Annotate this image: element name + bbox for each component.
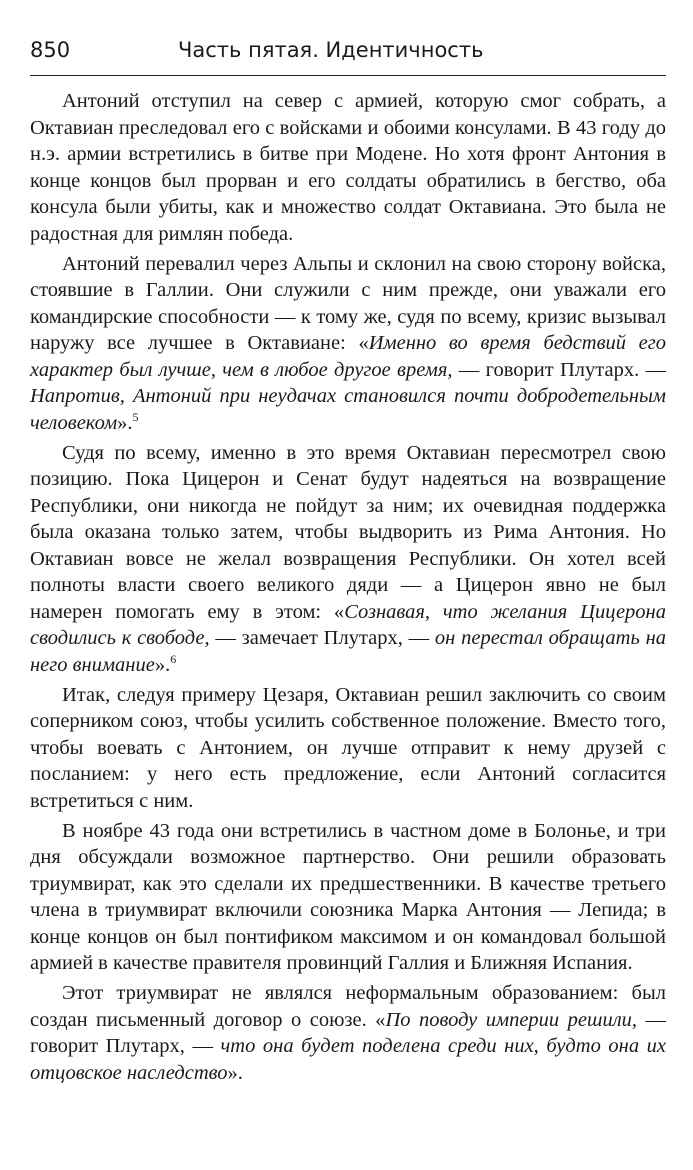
paragraph-2 [30,251,666,437]
page-number: 850 [30,38,71,62]
paragraph-1 [30,88,666,247]
page-header [30,30,666,74]
paragraph-text: Этот триумвират не являлся неформальным образованием: был создан письменный договор о союзе. « [30,982,666,1031]
paragraph-text: Антоний перевалил через Альпы и склонил на свою сторону войска, стоявшие в Галлии. Они служили с ним прежде, они уважали его командирские способности — к тому же, судя по всему, кризис вызывал наружу все лучшее в Октавиане: « [30,252,666,354]
paragraph-text: — говорит Плутарх. — [452,358,666,381]
footnote-marker: 6 [170,651,177,666]
quote-text: Напротив, Антоний при неудачах становился почти добродетельным человеком [30,385,666,434]
running-title: Часть пятая. Идентичность [178,38,484,62]
quote-text: он перестал обращать на него внимание [30,627,666,676]
body-text [30,88,666,1090]
paragraph-text: — замечает Плутарх, — [209,627,435,649]
quote-text: Именно во время бедствий его характер был лучше, чем в любое другое время, [30,332,667,381]
paragraph-3 [30,440,666,679]
paragraph-text: В ноябре 43 года они встретились в частном доме в Болонье, и три дня обсуждали возможное партнерство. Они решили образовать триумвират, как это сделали их предшественники. В качестве третьего члена в триумвират включили союзника Марка Антония — Лепида; в конце концов он был понтификом максимом и он командовал большой армией в качестве правителя провинций Галлия и Ближняя Испания. [30,819,666,974]
paragraph-text: Судя по всему, именно в это время Октавиан пересмотрел свою позицию. Пока Цицерон и Сенат будут надеяться на возвращение Республики, они никогда не пойдут за ним; их очевидная поддержка была оказана только затем, чтобы выдворить из Рима Антония. Но Октавиан вовсе не желал возвращения Республики. Он хотел всей полноты власти своего великого дяди — а Цицерон явно не был намерен помогать ему в этом: « [30,441,666,623]
paragraph-4 [30,682,666,815]
quote-text: Сознавая, что желания Цицерона сводились к свободе, [30,600,666,649]
paragraph-text: — говорит Плутарх, — [30,1008,667,1057]
header-rule [30,75,666,76]
paragraph-text: Итак, следуя примеру Цезаря, Октавиан решил заключить со своим соперником союз, чтобы усилить собственное положение. Вместо того, чтобы воевать с Антонием, он лучше отправит к нему друзей с посланием: у него есть предложение, если Антоний согласится встретиться с ним. [30,683,666,812]
paragraph-text: Антоний отступил на север с армией, которую смог собрать, а Октавиан преследовал его с войсками и обоими консулами. В 43 году до н.э. армии встретились в битве при Модене. Но хотя фронт Антония в конце концов был прорван и его солдаты обратились в бегство, оба консула были убиты, как и множество солдат Октавиана. Это была не радостная для римлян победа. [30,90,666,245]
paragraph-text: ». [227,1061,243,1084]
paragraph-text: ». [117,411,133,434]
paragraph-6 [30,980,666,1086]
quote-text: что она будет поделена среди них, будто она их отцовское наследство [30,1035,666,1084]
quote-text: По поводу империи решили, [385,1008,638,1031]
paragraph-text: ». [154,653,171,676]
footnote-marker: 5 [132,409,139,424]
paragraph-5 [30,818,666,977]
